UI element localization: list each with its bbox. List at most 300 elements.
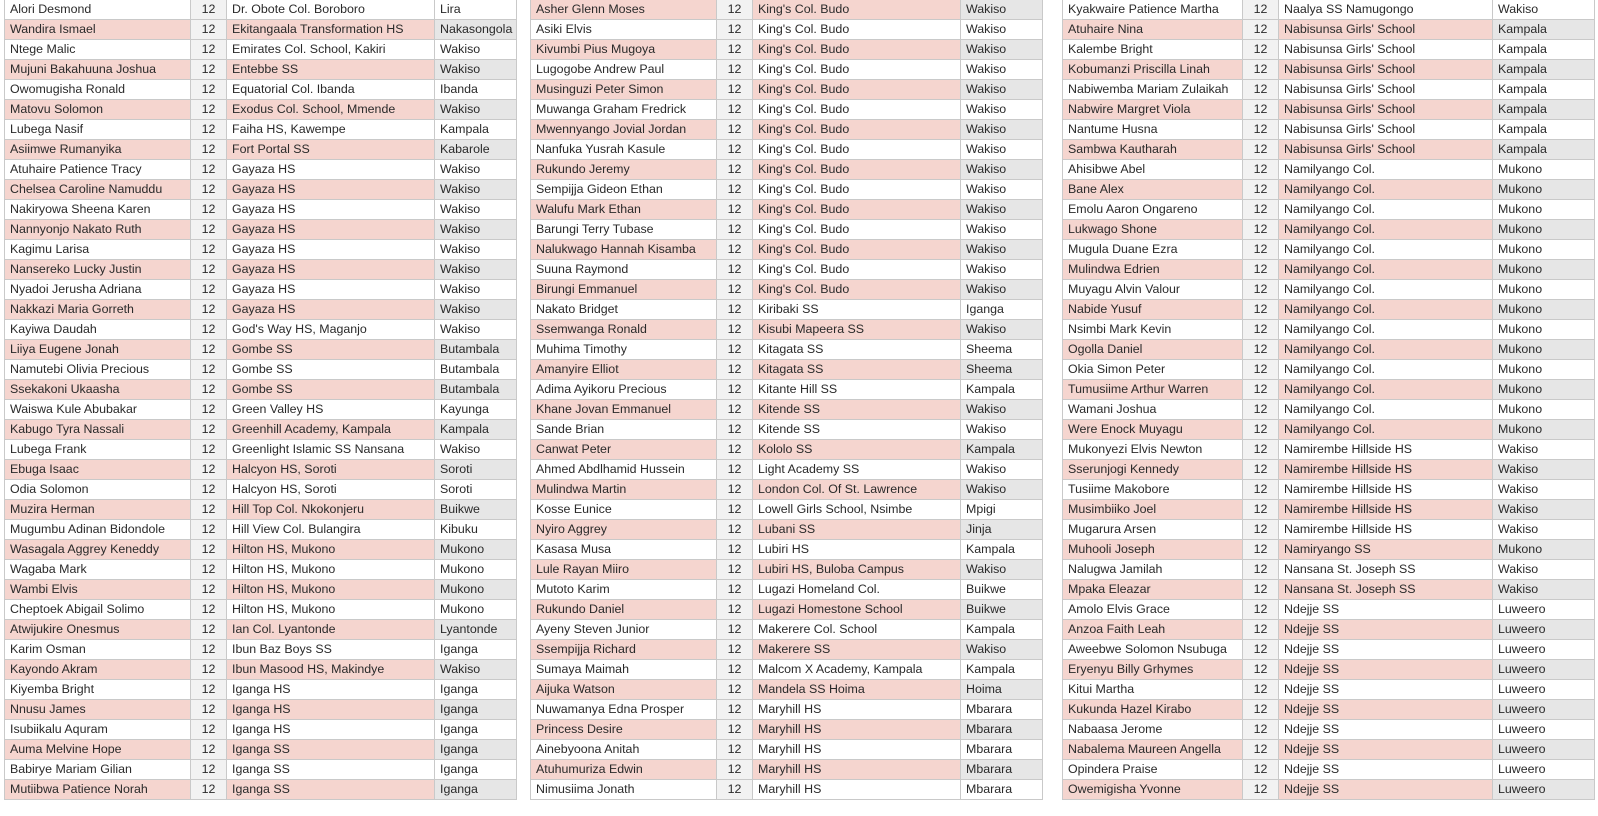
class-cell: 12 [191, 560, 227, 580]
table-row [1063, 80, 1595, 100]
table-row [1063, 740, 1595, 760]
school-name-cell: Iganga HS [227, 720, 435, 740]
district-cell: Jinja [961, 520, 1043, 540]
school-name-cell: Namilyango Col. [1279, 380, 1493, 400]
class-cell: 12 [191, 580, 227, 600]
school-name-cell: Gombe SS [227, 340, 435, 360]
table-row [531, 280, 1043, 300]
table-row [531, 100, 1043, 120]
table-row [5, 720, 517, 740]
class-cell: 12 [717, 680, 753, 700]
student-name-cell: Sambwa Kautharah [1063, 140, 1243, 160]
student-name-cell: Wagaba Mark [5, 560, 191, 580]
student-name-cell: Nakkazi Maria Gorreth [5, 300, 191, 320]
school-name-cell: Namirembe Hillside HS [1279, 460, 1493, 480]
class-cell: 12 [191, 220, 227, 240]
district-cell: Nakasongola [435, 20, 517, 40]
class-cell: 12 [1243, 640, 1279, 660]
school-name-cell: Gayaza HS [227, 200, 435, 220]
class-cell: 12 [191, 780, 227, 800]
class-cell: 12 [191, 80, 227, 100]
district-cell: Kampala [961, 380, 1043, 400]
class-cell: 12 [717, 600, 753, 620]
school-name-cell: King's Col. Budo [753, 20, 961, 40]
table-row [5, 260, 517, 280]
class-cell: 12 [1243, 40, 1279, 60]
table-row [5, 0, 517, 20]
table-row [531, 220, 1043, 240]
class-cell: 12 [191, 680, 227, 700]
school-name-cell: Namilyango Col. [1279, 360, 1493, 380]
class-cell: 12 [717, 160, 753, 180]
district-cell: Kampala [1493, 140, 1595, 160]
student-name-cell: Lubega Nasif [5, 120, 191, 140]
table-row [531, 580, 1043, 600]
school-name-cell: Lubiri HS, Buloba Campus [753, 560, 961, 580]
student-name-cell: Lugogobe Andrew Paul [531, 60, 717, 80]
school-name-cell: Gayaza HS [227, 240, 435, 260]
school-name-cell: Emirates Col. School, Kakiri [227, 40, 435, 60]
student-name-cell: Ssekakoni Ukaasha [5, 380, 191, 400]
table-row [5, 500, 517, 520]
student-name-cell: Wandira Ismael [5, 20, 191, 40]
class-cell: 12 [717, 360, 753, 380]
student-name-cell: Mujuni Bakahuuna Joshua [5, 60, 191, 80]
class-cell: 12 [191, 700, 227, 720]
student-name-cell: Ssempijja Richard [531, 640, 717, 660]
table-row [1063, 420, 1595, 440]
student-name-cell: Sserunjogi Kennedy [1063, 460, 1243, 480]
student-name-cell: Muhima Timothy [531, 340, 717, 360]
district-cell: Sheema [961, 360, 1043, 380]
table-row [1063, 160, 1595, 180]
class-cell: 12 [191, 520, 227, 540]
school-name-cell: Greenhill Academy, Kampala [227, 420, 435, 440]
school-name-cell: Hill Top Col. Nkokonjeru [227, 500, 435, 520]
table-row [531, 500, 1043, 520]
school-name-cell: Gombe SS [227, 360, 435, 380]
student-name-cell: Eryenyu Billy Grhymes [1063, 660, 1243, 680]
district-cell: Wakiso [961, 220, 1043, 240]
table-row [5, 140, 517, 160]
class-cell: 12 [191, 760, 227, 780]
table-row [5, 400, 517, 420]
table-row [531, 0, 1043, 20]
class-cell: 12 [1243, 540, 1279, 560]
school-name-cell: Namilyango Col. [1279, 260, 1493, 280]
class-cell: 12 [1243, 260, 1279, 280]
school-name-cell: Maryhill HS [753, 760, 961, 780]
school-name-cell: Dr. Obote Col. Boroboro [227, 0, 435, 20]
class-cell: 12 [1243, 780, 1279, 800]
class-cell: 12 [191, 720, 227, 740]
student-name-cell: Nakato Bridget [531, 300, 717, 320]
school-name-cell: Ndejje SS [1279, 780, 1493, 800]
student-name-cell: Nansereko Lucky Justin [5, 260, 191, 280]
district-cell: Mukono [1493, 180, 1595, 200]
school-name-cell: King's Col. Budo [753, 260, 961, 280]
district-cell: Wakiso [961, 40, 1043, 60]
class-cell: 12 [191, 500, 227, 520]
student-name-cell: Isubiikalu Aquram [5, 720, 191, 740]
district-cell: Wakiso [435, 220, 517, 240]
student-name-cell: Mugula Duane Ezra [1063, 240, 1243, 260]
table-row [531, 80, 1043, 100]
student-name-cell: Mwennyango Jovial Jordan [531, 120, 717, 140]
school-name-cell: God's Way HS, Maganjo [227, 320, 435, 340]
district-cell: Mbarara [961, 740, 1043, 760]
student-name-cell: Liiya Eugene Jonah [5, 340, 191, 360]
table-row [5, 660, 517, 680]
class-cell: 12 [1243, 140, 1279, 160]
student-name-cell: Owemigisha Yvonne [1063, 780, 1243, 800]
district-cell: Wakiso [961, 140, 1043, 160]
school-name-cell: Lowell Girls School, Nsimbe [753, 500, 961, 520]
class-cell: 12 [717, 640, 753, 660]
table-row [1063, 560, 1595, 580]
school-name-cell: King's Col. Budo [753, 40, 961, 60]
district-cell: Wakiso [961, 640, 1043, 660]
class-cell: 12 [717, 560, 753, 580]
district-cell: Kibuku [435, 520, 517, 540]
class-cell: 12 [191, 0, 227, 20]
school-name-cell: Maryhill HS [753, 720, 961, 740]
school-name-cell: Nabisunsa Girls' School [1279, 80, 1493, 100]
class-cell: 12 [191, 200, 227, 220]
table-row [5, 240, 517, 260]
school-name-cell: Iganga SS [227, 760, 435, 780]
district-cell: Wakiso [1493, 580, 1595, 600]
district-cell: Mbarara [961, 700, 1043, 720]
table-row [531, 620, 1043, 640]
student-name-cell: Kyakwaire Patience Martha [1063, 0, 1243, 20]
school-name-cell: Kitante Hill SS [753, 380, 961, 400]
school-name-cell: King's Col. Budo [753, 220, 961, 240]
table-row [1063, 100, 1595, 120]
student-name-cell: Nalugwa Jamilah [1063, 560, 1243, 580]
district-cell: Wakiso [435, 260, 517, 280]
table-row [1063, 300, 1595, 320]
school-name-cell: Nansana St. Joseph SS [1279, 560, 1493, 580]
table-row [5, 280, 517, 300]
table-row [1063, 540, 1595, 560]
school-name-cell: Gayaza HS [227, 220, 435, 240]
table-row [531, 720, 1043, 740]
student-name-cell: Asiimwe Rumanyika [5, 140, 191, 160]
school-name-cell: Ndejje SS [1279, 600, 1493, 620]
student-name-cell: Amolo Elvis Grace [1063, 600, 1243, 620]
class-cell: 12 [191, 460, 227, 480]
school-name-cell: Nabisunsa Girls' School [1279, 100, 1493, 120]
district-cell: Mukono [1493, 160, 1595, 180]
school-name-cell: King's Col. Budo [753, 60, 961, 80]
district-cell: Wakiso [961, 80, 1043, 100]
student-name-cell: Canwat Peter [531, 440, 717, 460]
table-row [1063, 680, 1595, 700]
table-row [531, 200, 1043, 220]
school-name-cell: King's Col. Budo [753, 160, 961, 180]
school-name-cell: Naalya SS Namugongo [1279, 0, 1493, 20]
district-cell: Mukono [1493, 320, 1595, 340]
table-row [5, 420, 517, 440]
student-name-cell: Sumaya Maimah [531, 660, 717, 680]
table-row [531, 520, 1043, 540]
district-cell: Sheema [961, 340, 1043, 360]
student-name-cell: Rukundo Daniel [531, 600, 717, 620]
class-cell: 12 [191, 140, 227, 160]
student-name-cell: Wambi Elvis [5, 580, 191, 600]
student-name-cell: Nabaasa Jerome [1063, 720, 1243, 740]
student-name-cell: Babirye Mariam Gilian [5, 760, 191, 780]
district-cell: Kampala [961, 660, 1043, 680]
class-cell: 12 [191, 60, 227, 80]
table-row [1063, 660, 1595, 680]
table-row [531, 360, 1043, 380]
class-cell: 12 [717, 440, 753, 460]
district-cell: Wakiso [1493, 0, 1595, 20]
class-cell: 12 [717, 480, 753, 500]
student-name-cell: Princess Desire [531, 720, 717, 740]
table-row [1063, 180, 1595, 200]
district-cell: Wakiso [435, 300, 517, 320]
class-cell: 12 [717, 700, 753, 720]
table-row [5, 780, 517, 800]
student-name-cell: Anzoa Faith Leah [1063, 620, 1243, 640]
table-row [1063, 120, 1595, 140]
table-row [5, 80, 517, 100]
school-name-cell: Namirembe Hillside HS [1279, 480, 1493, 500]
class-cell: 12 [717, 240, 753, 260]
school-name-cell: Kiribaki SS [753, 300, 961, 320]
student-table-left [4, 0, 517, 800]
student-name-cell: Kabugo Tyra Nassali [5, 420, 191, 440]
student-name-cell: Mugumbu Adinan Bidondole [5, 520, 191, 540]
class-cell: 12 [717, 20, 753, 40]
school-name-cell: Namilyango Col. [1279, 280, 1493, 300]
student-name-cell: Ayeny Steven Junior [531, 620, 717, 640]
student-name-cell: Aijuka Watson [531, 680, 717, 700]
district-cell: Mukono [1493, 540, 1595, 560]
student-name-cell: Namutebi Olivia Precious [5, 360, 191, 380]
student-name-cell: Barungi Terry Tubase [531, 220, 717, 240]
school-name-cell: King's Col. Budo [753, 180, 961, 200]
class-cell: 12 [191, 620, 227, 640]
student-name-cell: Atuhaire Patience Tracy [5, 160, 191, 180]
district-cell: Luweero [1493, 620, 1595, 640]
class-cell: 12 [1243, 760, 1279, 780]
table-row [5, 380, 517, 400]
school-name-cell: King's Col. Budo [753, 0, 961, 20]
district-cell: Kampala [961, 540, 1043, 560]
class-cell: 12 [717, 60, 753, 80]
student-name-cell: Lukwago Shone [1063, 220, 1243, 240]
student-name-cell: Nakiryowa Sheena Karen [5, 200, 191, 220]
table-row [1063, 780, 1595, 800]
table-row [5, 40, 517, 60]
table-row [5, 20, 517, 40]
table-row [1063, 640, 1595, 660]
school-name-cell: Namilyango Col. [1279, 180, 1493, 200]
student-name-cell: Muzira Herman [5, 500, 191, 520]
table-row [5, 680, 517, 700]
table-row [5, 120, 517, 140]
district-cell: Kampala [435, 120, 517, 140]
district-cell: Wakiso [435, 40, 517, 60]
school-name-cell: Gayaza HS [227, 180, 435, 200]
table-row [1063, 0, 1595, 20]
student-name-cell: Musinguzi Peter Simon [531, 80, 717, 100]
table-row [531, 680, 1043, 700]
student-name-cell: Were Enock Muyagu [1063, 420, 1243, 440]
class-cell: 12 [717, 400, 753, 420]
table-row [1063, 320, 1595, 340]
student-name-cell: Opindera Praise [1063, 760, 1243, 780]
class-cell: 12 [191, 600, 227, 620]
student-name-cell: Alori Desmond [5, 0, 191, 20]
table-row [1063, 60, 1595, 80]
district-cell: Mukono [1493, 220, 1595, 240]
school-name-cell: Namilyango Col. [1279, 240, 1493, 260]
student-name-cell: Nabide Yusuf [1063, 300, 1243, 320]
student-name-cell: Emolu Aaron Ongareno [1063, 200, 1243, 220]
student-name-cell: Ntege Malic [5, 40, 191, 60]
student-name-cell: Matovu Solomon [5, 100, 191, 120]
district-cell: Iganga [435, 680, 517, 700]
school-name-cell: Ibun Baz Boys SS [227, 640, 435, 660]
table-row [531, 740, 1043, 760]
table-row [531, 660, 1043, 680]
district-cell: Butambala [435, 380, 517, 400]
district-cell: Wakiso [435, 160, 517, 180]
district-cell: Wakiso [1493, 560, 1595, 580]
class-cell: 12 [717, 80, 753, 100]
school-name-cell: Hill View Col. Bulangira [227, 520, 435, 540]
student-name-cell: Atuhaire Nina [1063, 20, 1243, 40]
district-cell: Wakiso [961, 120, 1043, 140]
school-name-cell: Nabisunsa Girls' School [1279, 20, 1493, 40]
student-name-cell: Kobumanzi Priscilla Linah [1063, 60, 1243, 80]
student-name-cell: Kagimu Larisa [5, 240, 191, 260]
class-cell: 12 [191, 320, 227, 340]
table-row [1063, 380, 1595, 400]
district-cell: Mbarara [961, 720, 1043, 740]
class-cell: 12 [191, 260, 227, 280]
table-row [531, 180, 1043, 200]
class-cell: 12 [1243, 300, 1279, 320]
district-cell: Wakiso [435, 200, 517, 220]
table-row [531, 340, 1043, 360]
class-cell: 12 [1243, 600, 1279, 620]
class-cell: 12 [717, 500, 753, 520]
district-cell: Wakiso [1493, 480, 1595, 500]
table-row [531, 440, 1043, 460]
student-name-cell: Nuwamanya Edna Prosper [531, 700, 717, 720]
table-row [531, 160, 1043, 180]
school-name-cell: Kisubi Mapeera SS [753, 320, 961, 340]
class-cell: 12 [717, 200, 753, 220]
school-name-cell: Kitende SS [753, 420, 961, 440]
class-cell: 12 [1243, 400, 1279, 420]
student-name-cell: Owomugisha Ronald [5, 80, 191, 100]
school-name-cell: Hilton HS, Mukono [227, 580, 435, 600]
school-name-cell: Namirembe Hillside HS [1279, 520, 1493, 540]
student-name-cell: Adima Ayikoru Precious [531, 380, 717, 400]
school-name-cell: Namirembe Hillside HS [1279, 440, 1493, 460]
class-cell: 12 [191, 420, 227, 440]
student-name-cell: Nalukwago Hannah Kisamba [531, 240, 717, 260]
district-cell: Buikwe [961, 580, 1043, 600]
student-name-cell: Tusiime Makobore [1063, 480, 1243, 500]
district-cell: Mukono [1493, 340, 1595, 360]
district-cell: Lira [435, 0, 517, 20]
student-name-cell: Nabwire Margret Viola [1063, 100, 1243, 120]
table-row [1063, 200, 1595, 220]
district-cell: Wakiso [961, 480, 1043, 500]
district-cell: Mukono [1493, 420, 1595, 440]
school-name-cell: Ndejje SS [1279, 620, 1493, 640]
student-name-cell: Wasagala Aggrey Keneddy [5, 540, 191, 560]
table-row [1063, 440, 1595, 460]
table-row [5, 320, 517, 340]
table-row [1063, 280, 1595, 300]
class-cell: 12 [1243, 220, 1279, 240]
student-name-cell: Lule Rayan Miiro [531, 560, 717, 580]
class-cell: 12 [717, 420, 753, 440]
table-row [531, 640, 1043, 660]
student-name-cell: Bane Alex [1063, 180, 1243, 200]
district-cell: Kampala [961, 620, 1043, 640]
school-name-cell: Light Academy SS [753, 460, 961, 480]
table-row [5, 640, 517, 660]
school-name-cell: Ndejje SS [1279, 760, 1493, 780]
district-cell: Mbarara [961, 780, 1043, 800]
school-name-cell: Halcyon HS, Soroti [227, 480, 435, 500]
district-cell: Wakiso [435, 60, 517, 80]
school-name-cell: Green Valley HS [227, 400, 435, 420]
class-cell: 12 [1243, 20, 1279, 40]
class-cell: 12 [717, 660, 753, 680]
school-name-cell: Nabisunsa Girls' School [1279, 140, 1493, 160]
student-name-cell: Okia Simon Peter [1063, 360, 1243, 380]
district-cell: Luweero [1493, 680, 1595, 700]
district-cell: Luweero [1493, 720, 1595, 740]
student-name-cell: Ssemwanga Ronald [531, 320, 717, 340]
school-name-cell: Greenlight Islamic SS Nansana [227, 440, 435, 460]
district-cell: Wakiso [961, 460, 1043, 480]
district-cell: Wakiso [961, 320, 1043, 340]
district-cell: Luweero [1493, 640, 1595, 660]
student-name-cell: Kitui Martha [1063, 680, 1243, 700]
district-cell: Wakiso [435, 440, 517, 460]
student-name-cell: Nabiwemba Mariam Zulaikah [1063, 80, 1243, 100]
school-name-cell: Mandela SS Hoima [753, 680, 961, 700]
school-name-cell: Gombe SS [227, 380, 435, 400]
class-cell: 12 [1243, 100, 1279, 120]
district-cell: Wakiso [961, 260, 1043, 280]
table-row [531, 40, 1043, 60]
student-name-cell: Chelsea Caroline Namuddu [5, 180, 191, 200]
district-cell: Ibanda [435, 80, 517, 100]
table-row [1063, 580, 1595, 600]
school-name-cell: Lubiri HS [753, 540, 961, 560]
student-name-cell: Khane Jovan Emmanuel [531, 400, 717, 420]
class-cell: 12 [1243, 480, 1279, 500]
class-cell: 12 [1243, 0, 1279, 20]
district-cell: Hoima [961, 680, 1043, 700]
class-cell: 12 [191, 640, 227, 660]
student-name-cell: Walufu Mark Ethan [531, 200, 717, 220]
district-cell: Wakiso [435, 320, 517, 340]
